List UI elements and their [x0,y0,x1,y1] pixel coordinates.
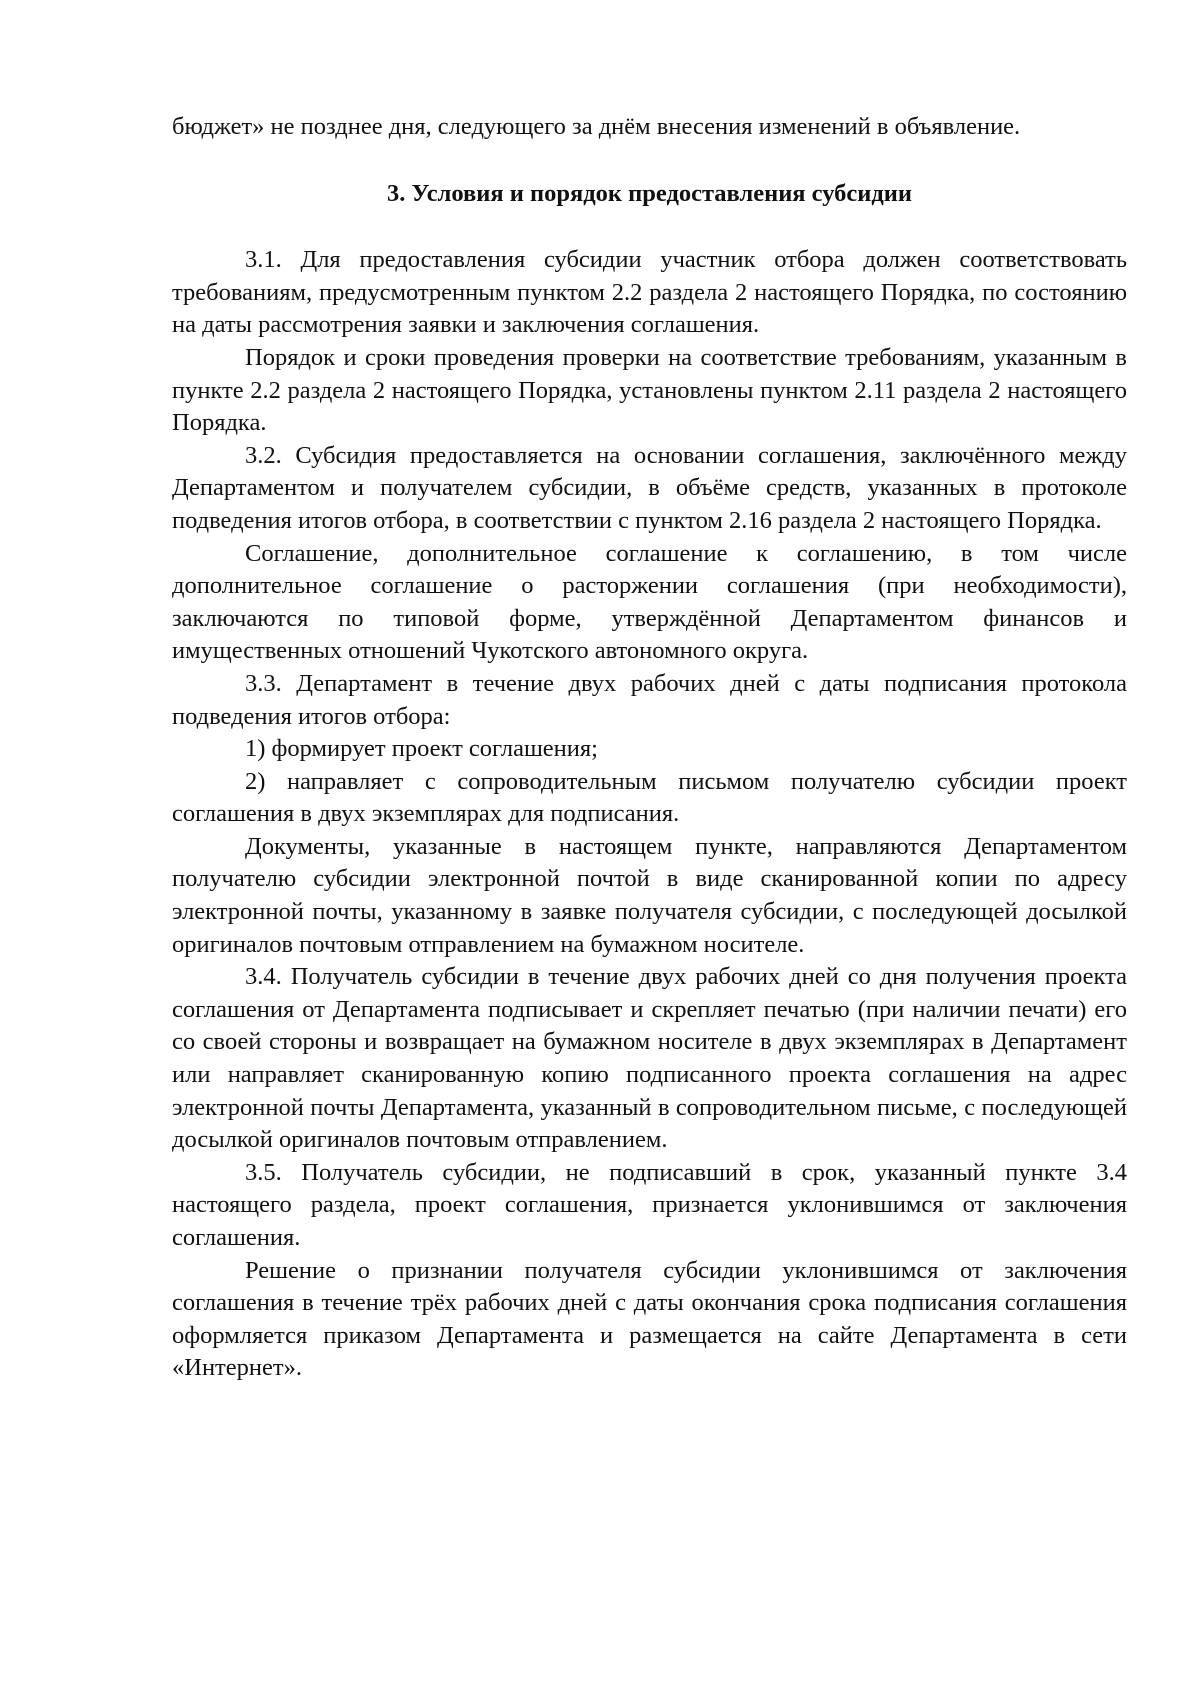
paragraph-check-procedure: Порядок и сроки проведения проверки на соответствие требованиям, указанным в пункте 2.2 раздела 2 настоящего Порядка, установлены пунктом 2.11 раздела 2 настоящего Порядка. [172,343,1127,437]
paragraph-documents: Документы, указанные в настоящем пункте, направляются Департаментом получателю субсидии электронной почтой в виде сканированной копии по адресу электронной почты, указанному в заявке получателя субсидии, с последующей досылкой оригиналов почтовым отправлением на бумажном носителе. [172,832,1127,958]
section-heading: 3. Условия и порядок предоставления субсидии [386,179,913,207]
paragraph-agreement-form: Соглашение, дополнительное соглашение к соглашению, в том числе дополнительное соглашение о расторжении соглашения (при необходимости), заключаются по типовой форме, утверждённой Департаментом финансов и имущественных отношений Чукотского автономного округа. [172,539,1127,665]
paragraph-3-4: 3.4. Получатель субсидии в течение двух рабочих дней со дня получения проекта соглашения от Департамента подписывает и скрепляет печатью (при наличии печати) его со своей стороны и возвращает на бумажном носителе в двух экземплярах в Департамент или направляет сканированную копию подписанного проекта соглашения на адрес электронной почты Департамента, указанный в сопроводительном письме, с последующей досылкой оригиналов почтовым отправлением. [172,963,1127,1154]
paragraph-3-2: 3.2. Субсидия предоставляется на основании соглашения, заключённого между Департаментом и получателем субсидии, в объёме средств, указанных в протоколе подведения итогов отбора, в соответствии с пунктом 2.16 раздела 2 настоящего Порядка. [172,441,1127,534]
paragraph-3-1: 3.1. Для предоставления субсидии участник отбора должен соответствовать требованиям, предусмотренным пунктом 2.2 раздела 2 настоящего Порядка, по состоянию на даты рассмотрения заявки и заключения соглашения. [172,246,1127,339]
list-item-2: 2) направляет с сопроводительным письмом получателю субсидии проект соглашения в двух экземплярах для подписания. [172,767,1127,828]
paragraph-3-3: 3.3. Департамент в течение двух рабочих дней с даты подписания протокола подведения итогов отбора: [172,669,1127,730]
list-item-1: 1) формирует проект соглашения; [245,735,598,763]
paragraph-3-5: 3.5. Получатель субсидии, не подписавший в срок, указанный пункте 3.4 настоящего раздела, проект соглашения, признается уклонившимся от заключения соглашения. [172,1158,1127,1251]
document-page [172,111,1127,1385]
paragraph-decision: Решение о признании получателя субсидии уклонившимся от заключения соглашения в течение трёх рабочих дней с даты окончания срока подписания соглашения оформляется приказом Департамента и размещается на сайте Департамента в сети «Интернет». [172,1256,1127,1382]
intro-paragraph: бюджет» не позднее дня, следующего за днём внесения изменений в объявление. [172,113,1021,140]
